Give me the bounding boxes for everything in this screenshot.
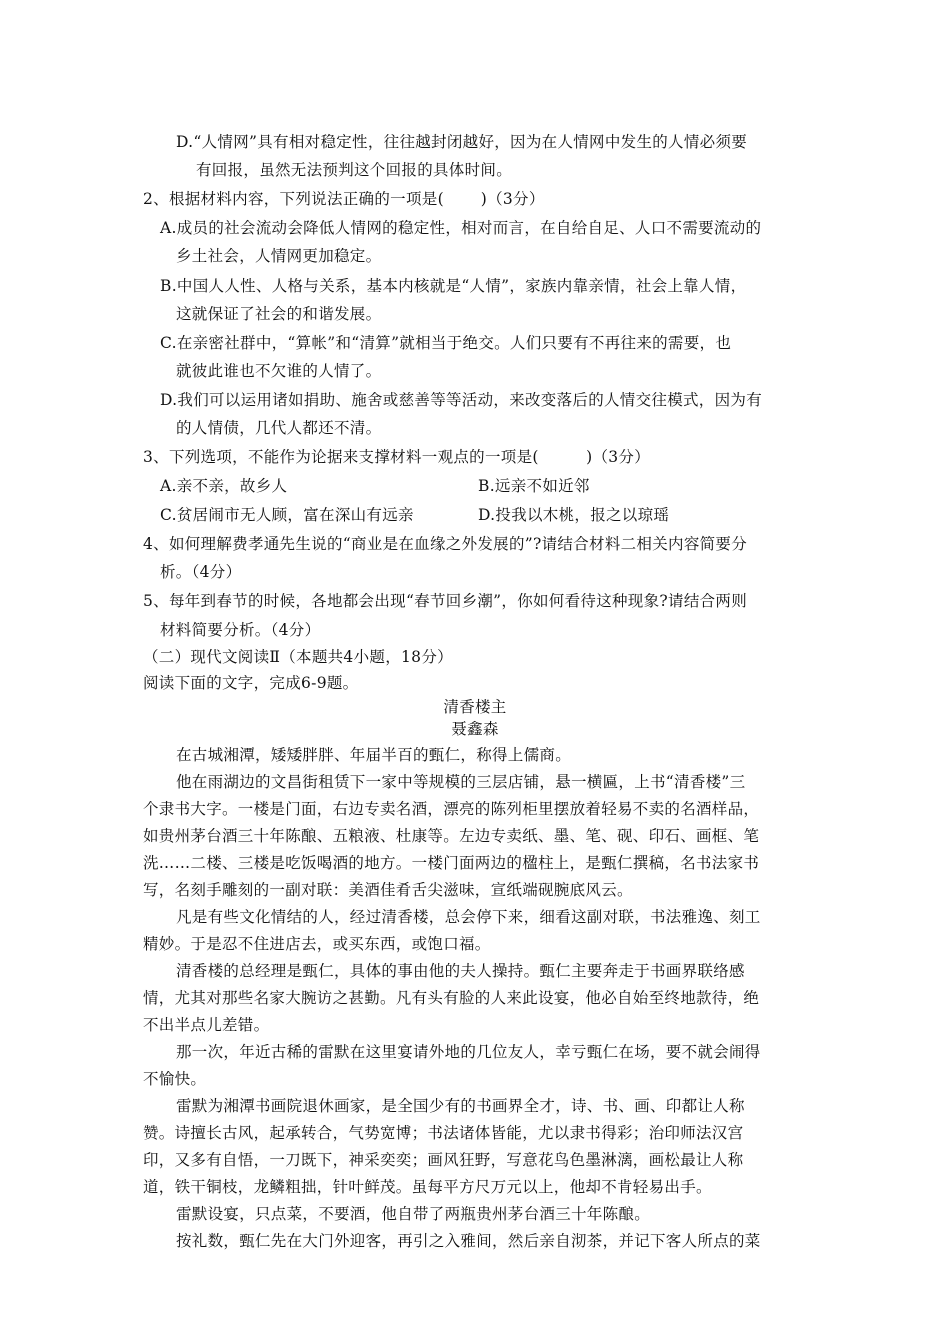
- story-p6-line3: 印，又多有自悟，一刀既下，神采奕奕；画风狂野，写意花鸟色墨淋漓，画松最让人称: [143, 1151, 744, 1169]
- q3-option-c: C.贫居闹市无人顾，富在深山有远亲: [160, 506, 414, 524]
- q4-line1: 4、如何理解费孝通先生说的“商业是在血缘之外发展的”?请结合材料二相关内容简要分: [143, 535, 748, 553]
- story-p5-line1: 那一次，年近古稀的雷默在这里宴请外地的几位友人，幸亏甄仁在场，要不就会闹得: [176, 1043, 761, 1061]
- story-p3-line2: 精妙。于是忍不住进店去，或买东西，或饱口福。: [143, 935, 491, 953]
- q2-option-b-line1: B.中国人人性、人格与关系，基本内核就是“人情”，家族内靠亲情，社会上靠人情，: [160, 277, 747, 295]
- q2-option-d-line1: D.我们可以运用诸如捐助、施舍或慈善等等活动，来改变落后的人情交往模式，因为有: [160, 391, 763, 409]
- q2-stem: 2、根据材料内容，下列说法正确的一项是( )（3分）: [143, 190, 545, 208]
- section2-heading: （二）现代文阅读Ⅱ（本题共4小题，18分）: [143, 648, 453, 666]
- q3-stem: 3、下列选项，不能作为论据来支撑材料一观点的一项是( )（3分）: [143, 448, 651, 466]
- q3-option-a: A.亲不亲，故乡人: [160, 477, 288, 495]
- story-title: 清香楼主: [443, 698, 507, 716]
- q4-line2: 析。（4分）: [160, 563, 242, 581]
- q2-option-b-line2: 这就保证了社会的和谐发展。: [176, 305, 382, 323]
- q1-option-d-line1: D.“人情网”具有相对稳定性，往往越封闭越好，因为在人情网中发生的人情必须要: [176, 133, 748, 151]
- story-p6-line2: 赞。诗擅长古风，起承转合，气势宽博；书法诸体皆能，尤以隶书得彩；治印师法汉宫: [143, 1124, 744, 1142]
- q5-line2: 材料简要分析。（4分）: [160, 621, 321, 639]
- story-p3-line1: 凡是有些文化情结的人，经过清香楼，总会停下来，细看这副对联，书法雅逸、刻工: [176, 908, 761, 926]
- story-p2-line1: 他在雨湖边的文昌街租赁下一家中等规模的三层店铺，悬一横匾，上书“清香楼”三: [176, 773, 746, 791]
- q2-option-d-line2: 的人情债，几代人都还不清。: [176, 419, 382, 437]
- q2-option-c-line1: C.在亲密社群中，“算帐”和“清算”就相当于绝交。人们只要有不再往来的需要，也: [160, 334, 732, 352]
- story-p2-line3: 如贵州茅台酒三十年陈酿、五粮液、杜康等。左边专卖纸、墨、笔、砚、印石、画框、笔: [143, 827, 760, 845]
- story-p6-line1: 雷默为湘潭书画院退休画家，是全国少有的书画界全才，诗、书、画、印都让人称: [176, 1097, 745, 1115]
- q3-option-b: B.远亲不如近邻: [478, 477, 590, 495]
- story-p2-line5: 写，名刻手雕刻的一副对联：美酒佳肴舌尖滋味，宣纸端砚腕底风云。: [143, 881, 633, 899]
- story-p4-line3: 不出半点儿差错。: [143, 1016, 270, 1034]
- section2-instruction: 阅读下面的文字，完成6-9题。: [143, 674, 359, 692]
- story-author: 聂鑫森: [451, 720, 499, 738]
- story-p5-line2: 不愉快。: [143, 1070, 207, 1088]
- q1-option-d-line2: 有回报，虽然无法预判这个回报的具体时间。: [196, 161, 513, 179]
- story-paragraph-8: 按礼数，甄仁先在大门外迎客，再引之入雅间，然后亲自沏茶，并记下客人所点的菜: [176, 1232, 761, 1250]
- story-paragraph-1: 在古城湘潭，矮矮胖胖、年届半百的甄仁，称得上儒商。: [176, 746, 572, 764]
- q2-option-a-line2: 乡土社会，人情网更加稳定。: [176, 247, 382, 265]
- story-p2-line4: 洗……二楼、三楼是吃饭喝酒的地方。一楼门面两边的楹柱上，是甄仁撰稿，名书法家书: [143, 854, 760, 872]
- story-paragraph-7: 雷默设宴，只点菜，不要酒，他自带了两瓶贵州茅台酒三十年陈酿。: [176, 1205, 651, 1223]
- q5-line1: 5、每年到春节的时候，各地都会出现“春节回乡潮”，你如何看待这种现象?请结合两则: [143, 592, 748, 610]
- q3-option-d: D.投我以木桃，报之以琼瑶: [478, 506, 670, 524]
- q2-option-c-line2: 就彼此谁也不欠谁的人情了。: [176, 362, 382, 380]
- story-p2-line2: 个隶书大字。一楼是门面，右边专卖名酒，漂亮的陈列柜里摆放着轻易不卖的名酒样品，: [143, 800, 760, 818]
- story-p4-line2: 情，尤其对那些名家大腕访之甚勤。凡有头有脸的人来此设宴，他必自始至终地款待，绝: [143, 989, 760, 1007]
- story-p4-line1: 清香楼的总经理是甄仁，具体的事由他的夫人操持。甄仁主要奔走于书画界联络感: [176, 962, 745, 980]
- story-p6-line4: 道，铁干铜枝，龙鳞粗拙，针叶鲜茂。虽每平方尺万元以上，他却不肯轻易出手。: [143, 1178, 712, 1196]
- q2-option-a-line1: A.成员的社会流动会降低人情网的稳定性，相对而言，在自给自足、人口不需要流动的: [160, 219, 762, 237]
